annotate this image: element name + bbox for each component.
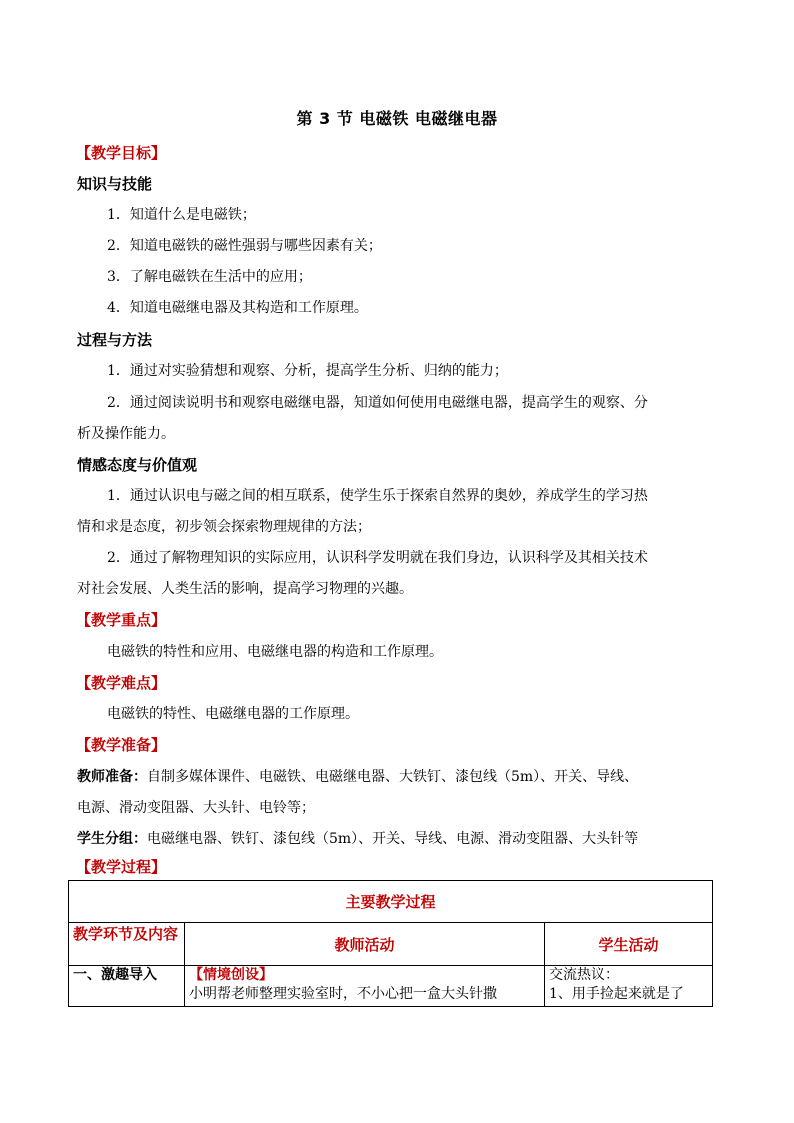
stage-cell: 一、激趣导入 <box>69 966 185 1007</box>
process-method-item: 1．通过对实验猜想和观察、分析，提高学生分析、归纳的能力； <box>107 363 508 379</box>
knowledge-item: 1．知道什么是电磁铁； <box>107 207 256 223</box>
teacher-preparation-continued: 电源、滑动变阻器、大头针、电铃等； <box>77 800 315 816</box>
key-points-text: 电磁铁的特性和应用、电磁继电器的构造和工作原理。 <box>107 644 443 660</box>
difficulties-heading: 【教学难点】 <box>76 674 167 692</box>
knowledge-heading: 知识与技能 <box>77 175 153 193</box>
table-main-header: 主要教学过程 <box>69 881 713 923</box>
teacher-activity-text: 小明帮老师整理实验室时，不小心把一盒大头针撒 <box>189 986 497 1002</box>
emotion-item-continued: 情和求是态度，初步领会探索物理规律的方法； <box>77 519 371 535</box>
emotion-item: 2．通过了解物理知识的实际应用，认识科学发明就在我们身边，认识科学及其相关技术 <box>107 550 648 566</box>
process-heading: 【教学过程】 <box>76 858 167 876</box>
page-title: 第 3 节 电磁铁 电磁继电器 <box>296 109 498 128</box>
column-header-student: 学生活动 <box>545 923 713 966</box>
teacher-preparation <box>77 767 638 787</box>
knowledge-item: 4．知道电磁继电器及其构造和工作原理。 <box>107 300 368 316</box>
goals-heading: 【教学目标】 <box>76 144 167 162</box>
emotion-item: 1．通过认识电与磁之间的相互联系，使学生乐于探索自然界的奥妙，养成学生的学习热 <box>107 488 648 504</box>
student-grouping-text: 电磁继电器、铁钉、漆包线（5m）、开关、导线、电源、滑动变阻器、大头针等 <box>147 831 639 847</box>
emotion-item-continued: 对社会发展、人类生活的影响，提高学习物理的兴趣。 <box>77 581 413 597</box>
process-method-item-continued: 析及操作能力。 <box>77 426 175 442</box>
teaching-process-table <box>68 880 713 1007</box>
emotion-heading: 情感态度与价值观 <box>77 456 198 474</box>
teacher-preparation-label: 教师准备： <box>77 769 147 785</box>
student-activity-cell <box>545 966 713 1007</box>
student-activity-line: 1、用手捡起来就是了 <box>549 986 684 1002</box>
student-grouping-label: 学生分组： <box>77 831 147 847</box>
teacher-preparation-text: 自制多媒体课件、电磁铁、电磁继电器、大铁钉、漆包线（5m）、开关、导线、 <box>147 769 639 785</box>
key-points-heading: 【教学重点】 <box>76 611 167 629</box>
student-grouping <box>77 829 638 849</box>
teacher-activity-tag: 【情境创设】 <box>189 967 273 983</box>
process-method-item: 2．通过阅读说明书和观察电磁继电器，知道如何使用电磁继电器，提高学生的观察、分 <box>107 395 648 411</box>
table-row <box>69 966 713 1007</box>
student-activity-line: 交流热议： <box>549 967 619 983</box>
process-method-heading: 过程与方法 <box>77 331 153 349</box>
difficulties-text: 电磁铁的特性、电磁继电器的工作原理。 <box>107 706 359 722</box>
knowledge-item: 3．了解电磁铁在生活中的应用； <box>107 269 312 285</box>
teacher-activity-cell <box>185 966 545 1007</box>
knowledge-item: 2．知道电磁铁的磁性强弱与哪些因素有关； <box>107 238 382 254</box>
preparation-heading: 【教学准备】 <box>76 736 167 754</box>
column-header-stage: 教学环节及内容 <box>69 923 185 966</box>
column-header-teacher: 教师活动 <box>185 923 545 966</box>
